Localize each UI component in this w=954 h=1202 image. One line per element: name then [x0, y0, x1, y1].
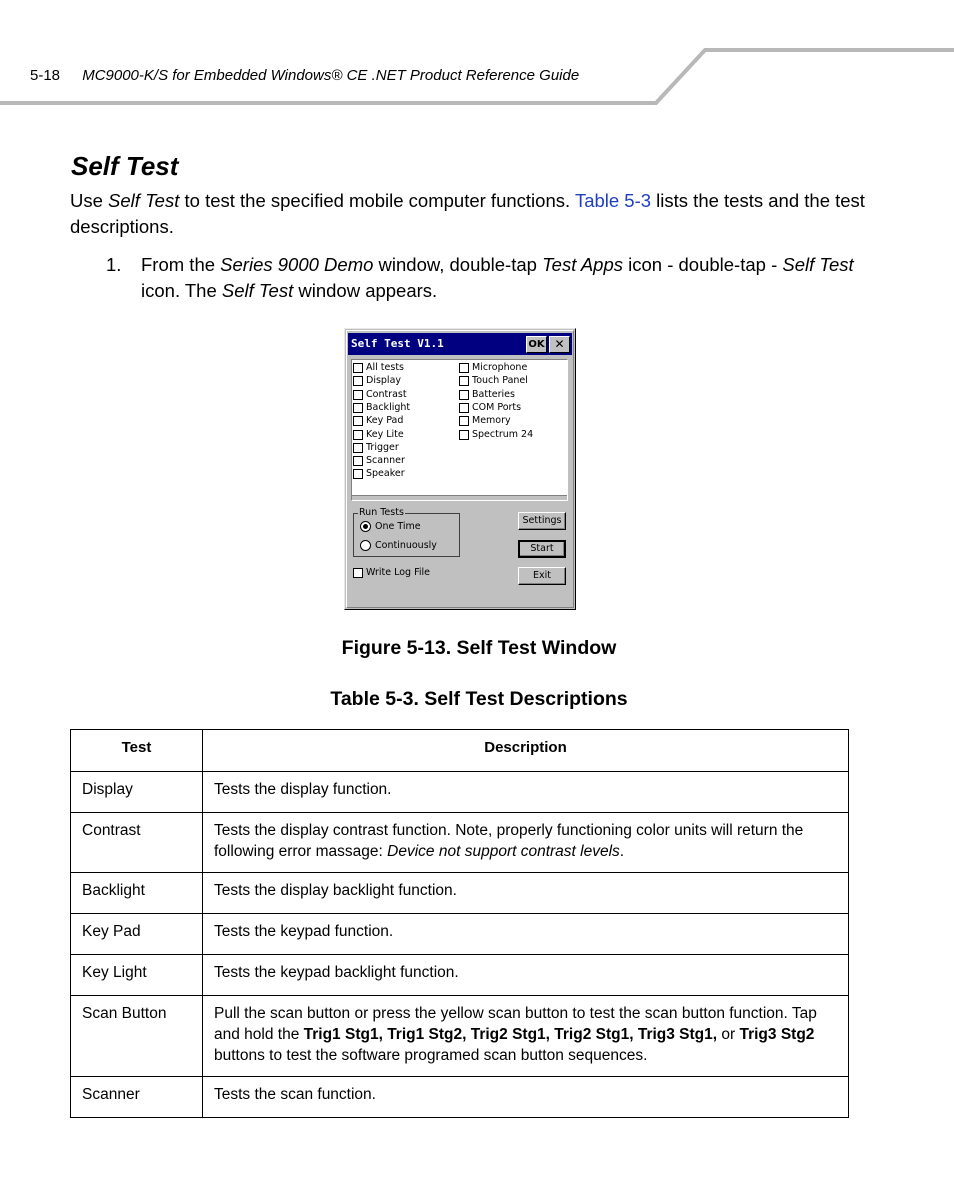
- test-cell: Scan Button: [71, 996, 203, 1077]
- radio-one-time-dot[interactable]: [360, 521, 371, 532]
- description-cell: Tests the display backlight function.: [203, 873, 849, 914]
- checkbox-label: Scanner: [366, 455, 405, 467]
- checkbox-box[interactable]: [353, 376, 363, 386]
- header-test: Test: [71, 730, 203, 772]
- test-checkbox-scanner[interactable]: [353, 455, 405, 467]
- checkbox-label: All tests: [366, 362, 404, 373]
- test-checkbox-contrast[interactable]: [353, 389, 407, 401]
- checkbox-box[interactable]: [459, 403, 469, 413]
- test-checkbox-speaker[interactable]: [353, 468, 405, 480]
- write-log-checkbox[interactable]: Write Log File: [353, 567, 430, 579]
- table-row: [71, 873, 849, 914]
- horizontal-scrollbar[interactable]: [352, 495, 567, 500]
- checkbox-box[interactable]: [459, 390, 469, 400]
- checkbox-box[interactable]: [353, 469, 363, 479]
- radio-continuously[interactable]: Continuously: [360, 540, 437, 552]
- checkbox-box[interactable]: [459, 363, 469, 373]
- test-cell: Key Light: [71, 955, 203, 996]
- checkbox-box[interactable]: [353, 430, 363, 440]
- section-title: Self Test: [71, 151, 179, 181]
- test-checkbox-key-pad[interactable]: [353, 415, 403, 427]
- test-checkbox-all-tests[interactable]: [353, 362, 404, 374]
- table-row: [71, 772, 849, 813]
- table-row: [71, 813, 849, 873]
- checkbox-box[interactable]: [353, 363, 363, 373]
- checkbox-label: Contrast: [366, 388, 407, 400]
- radio-one-time[interactable]: One Time: [360, 521, 421, 533]
- test-cell: Key Pad: [71, 914, 203, 955]
- test-cell: Backlight: [71, 873, 203, 914]
- checkbox-box[interactable]: [459, 430, 469, 440]
- checkbox-label: Batteries: [472, 388, 515, 400]
- window-title: Self Test V1.1: [351, 337, 444, 350]
- checkbox-box[interactable]: [459, 416, 469, 426]
- running-header: [30, 67, 579, 84]
- checkbox-box[interactable]: [353, 416, 363, 426]
- description-cell: Tests the keypad function.: [203, 914, 849, 955]
- checkbox-label: Display: [366, 375, 402, 387]
- checkbox-label: Spectrum 24: [472, 428, 534, 440]
- self-test-window-screenshot: [344, 328, 576, 610]
- description-cell: Tests the display contrast function. Note, properly functioning color units will return the following error massage: Device not support contrast levels.: [203, 813, 849, 873]
- checkbox-label: Touch Panel: [472, 375, 528, 387]
- table-row: [71, 955, 849, 996]
- start-button[interactable]: Start: [518, 540, 566, 558]
- test-checkbox-trigger[interactable]: [353, 442, 399, 454]
- description-cell: Pull the scan button or press the yellow scan button to test the scan button function. Tap and hold the Trig1 Stg1, Trig1 Stg2, Trig2 Stg1, Trig2 Stg1, Trig3 Stg1, or Trig3 Stg2 buttons to test the software programed scan button sequences.: [203, 996, 849, 1077]
- checkbox-box[interactable]: [353, 390, 363, 400]
- test-cell: Display: [71, 772, 203, 813]
- checkbox-label: Backlight: [366, 401, 411, 413]
- checkbox-label: Trigger: [366, 441, 399, 453]
- test-checkbox-microphone[interactable]: [459, 362, 527, 374]
- radio-continuously-dot[interactable]: [360, 540, 371, 551]
- test-checkbox-key-lite[interactable]: [353, 429, 404, 441]
- checkbox-label: Key Lite: [366, 428, 404, 440]
- description-cell: Tests the scan function.: [203, 1077, 849, 1118]
- test-checkbox-backlight[interactable]: [353, 402, 410, 414]
- table-header-row: [71, 730, 849, 772]
- checkbox-label: Key Pad: [366, 415, 404, 427]
- intro-paragraph: Use Self Test to test the specified mobile computer functions. Table 5-3 lists the tests and the test descriptions.: [70, 190, 865, 237]
- checkbox-label: COM Ports: [472, 401, 522, 413]
- checkbox-box[interactable]: [459, 376, 469, 386]
- table-row: [71, 996, 849, 1077]
- header-description: Description: [203, 730, 849, 772]
- header-decoration: [0, 0, 954, 110]
- test-checkbox-batteries[interactable]: [459, 389, 515, 401]
- checkbox-label: Speaker: [366, 468, 405, 480]
- checkbox-box[interactable]: [353, 456, 363, 466]
- run-tests-group: [353, 507, 460, 557]
- test-cell: Contrast: [71, 813, 203, 873]
- close-button[interactable]: ✕: [549, 336, 570, 353]
- table-row: [71, 1077, 849, 1118]
- table-caption: Table 5-3. Self Test Descriptions: [330, 688, 628, 710]
- self-test-descriptions-table: [70, 729, 849, 1118]
- test-cell: Scanner: [71, 1077, 203, 1118]
- checkbox-label: Memory: [472, 415, 511, 427]
- page-number: 5-18: [30, 67, 61, 84]
- guide-title: MC9000-K/S for Embedded Windows® CE .NET Product Reference Guide: [82, 67, 580, 84]
- step-text: From the Series 9000 Demo window, double-tap Test Apps icon - double-tap - Self Test icon. The Self Test window appears.: [141, 254, 854, 301]
- test-checkbox-spectrum-24[interactable]: [459, 429, 533, 441]
- step-number: 1.: [106, 254, 122, 275]
- write-log-box[interactable]: [353, 568, 363, 578]
- test-checkbox-com-ports[interactable]: [459, 402, 521, 414]
- ok-button[interactable]: OK: [526, 336, 547, 353]
- test-checkbox-display[interactable]: [353, 375, 401, 387]
- description-cell: Tests the keypad backlight function.: [203, 955, 849, 996]
- tests-list: [351, 359, 568, 501]
- table-row: [71, 914, 849, 955]
- test-checkbox-touch-panel[interactable]: [459, 375, 528, 387]
- step-1: [106, 252, 866, 304]
- run-tests-label: Run Tests: [359, 507, 404, 518]
- checkbox-box[interactable]: [353, 443, 363, 453]
- settings-button[interactable]: Settings: [518, 512, 566, 530]
- table-5-3-link[interactable]: Table 5-3: [574, 190, 652, 211]
- description-cell: Tests the display function.: [203, 772, 849, 813]
- exit-button[interactable]: Exit: [518, 567, 566, 585]
- figure-caption: Figure 5-13. Self Test Window: [341, 637, 617, 659]
- checkbox-label: Microphone: [472, 362, 528, 373]
- checkbox-box[interactable]: [353, 403, 363, 413]
- test-checkbox-memory[interactable]: [459, 415, 511, 427]
- window-titlebar: [348, 333, 572, 355]
